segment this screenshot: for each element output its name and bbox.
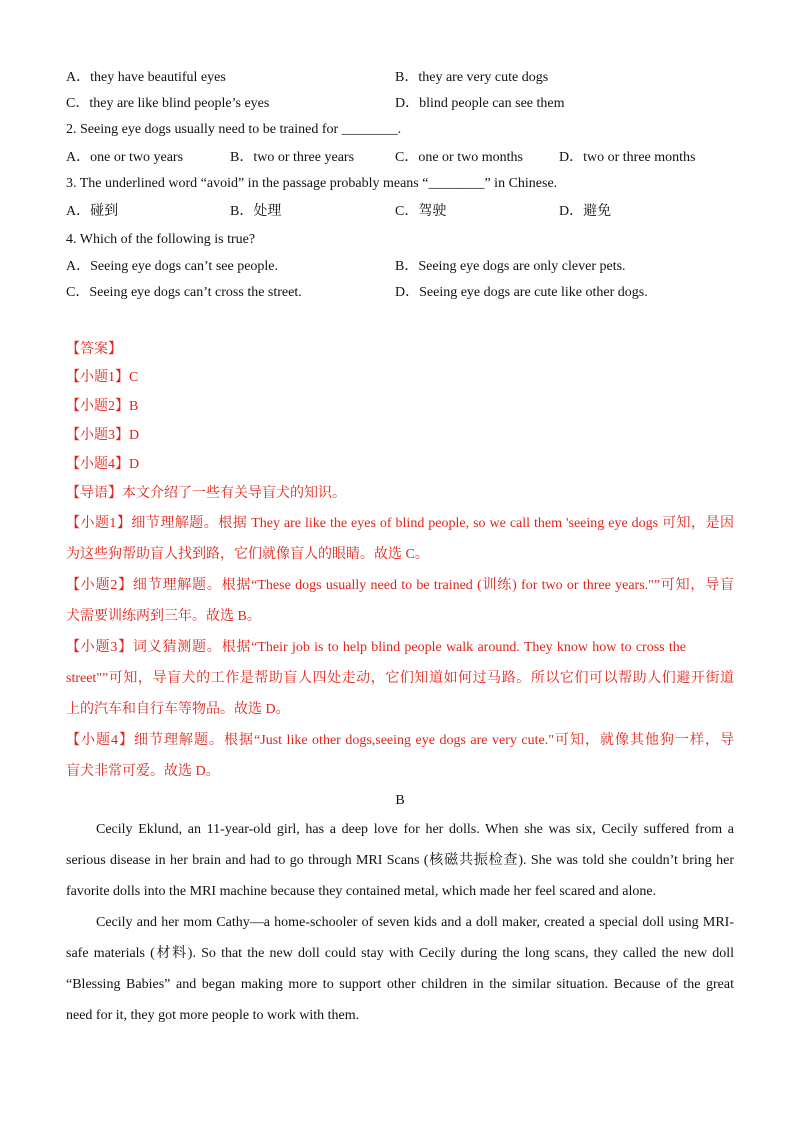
explanation-2-line-2: 犬需要训练两到三年。故选 B。 xyxy=(66,609,261,624)
answer-item-4: 【小题4】D xyxy=(66,457,140,472)
explanation-3-line-3: 上的汽车和自行车等物品。故选 D。 xyxy=(66,702,290,717)
q1-option-a: A．they have beautiful eyes xyxy=(66,70,226,85)
answer-header: 【答案】 xyxy=(66,342,122,357)
q4-option-d: D．Seeing eye dogs are cute like other dogs. xyxy=(395,285,648,300)
explanation-4-line-1: 【小题4】细节理解题。根据“Just like other dogs,seeing eye dogs are very cute."可知，就像其他狗一样，导 xyxy=(66,733,734,748)
explanation-3-line-1: 【小题3】词义猜测题。根据“Their job is to help blind people walk around. They know how to cross the xyxy=(66,640,686,655)
q2-option-d: D．two or three months xyxy=(559,150,696,165)
explanation-1-line-1: 【小题1】细节理解题。根据 They are like the eyes of blind people, so we call them 'seeing eye dogs 可知，是因 xyxy=(66,516,734,531)
passage-b-title: B xyxy=(395,793,405,808)
q3-option-a: A．碰到 xyxy=(66,204,119,219)
q3-option-d: D．避免 xyxy=(559,204,612,219)
q4-stem: 4. Which of the following is true? xyxy=(66,232,256,247)
q2-stem: 2. Seeing eye dogs usually need to be trained for ________. xyxy=(66,122,402,137)
passage-b-p2-line-2: safe materials (材料). So that the new doll could stay with Cecily during the long scans, they called the new doll xyxy=(66,946,734,961)
passage-b-p2-line-3: “Blessing Babies” and began making more to support other children in the similar situation. Because of the great xyxy=(66,977,734,992)
passage-b-p1-line-2: serious disease in her brain and had to go through MRI Scans (核磁共振检查). She was told she couldn’t bring her xyxy=(66,853,734,868)
passage-b-p2-line-4: need for it, they got more people to work with them. xyxy=(66,1008,360,1023)
q2-option-a: A．one or two years xyxy=(66,150,184,165)
passage-b-p1-line-1: Cecily Eklund, an 11-year-old girl, has a deep love for her dolls. When she was six, Cecily suffered from a xyxy=(96,822,734,837)
q3-option-b: B．处理 xyxy=(230,204,282,219)
explanation-2-line-1: 【小题2】细节理解题。根据“These dogs usually need to be trained (训练) for two or three years."”可知，导盲 xyxy=(66,578,734,593)
q4-option-b: B．Seeing eye dogs are only clever pets. xyxy=(395,259,626,274)
q3-option-c: C．驾驶 xyxy=(395,204,447,219)
q3-stem: 3. The underlined word “avoid” in the passage probably means “________” in Chinese. xyxy=(66,176,558,191)
answer-intro: 【导语】本文介绍了一些有关导盲犬的知识。 xyxy=(66,486,346,501)
explanation-4-line-2: 盲犬非常可爱。故选 D。 xyxy=(66,764,220,779)
q2-option-b: B．two or three years xyxy=(230,150,355,165)
answer-item-2: 【小题2】B xyxy=(66,399,139,414)
q1-option-d: D．blind people can see them xyxy=(395,96,565,111)
passage-b-p1-line-3: favorite dolls into the MRI machine because they contained metal, which made her feel scared and alone. xyxy=(66,884,657,899)
q1-option-c: C．they are like blind people’s eyes xyxy=(66,96,270,111)
explanation-1-line-2: 为这些狗帮助盲人找到路，它们就像盲人的眼睛。故选 C。 xyxy=(66,547,429,562)
q4-option-c: C．Seeing eye dogs can’t cross the street. xyxy=(66,285,302,300)
passage-b-p2-line-1: Cecily and her mom Cathy—a home-schooler of seven kids and a doll maker, created a special doll using MRI- xyxy=(96,915,734,930)
q2-option-c: C．one or two months xyxy=(395,150,523,165)
q4-option-a: A．Seeing eye dogs can’t see people. xyxy=(66,259,279,274)
answer-item-3: 【小题3】D xyxy=(66,428,140,443)
explanation-3-line-2: street"”可知，导盲犬的工作是帮助盲人四处走动，它们知道如何过马路。所以它们可以帮助人们避开街道 xyxy=(66,671,734,686)
q1-option-b: B．they are very cute dogs xyxy=(395,70,549,85)
answer-item-1: 【小题1】C xyxy=(66,370,139,385)
